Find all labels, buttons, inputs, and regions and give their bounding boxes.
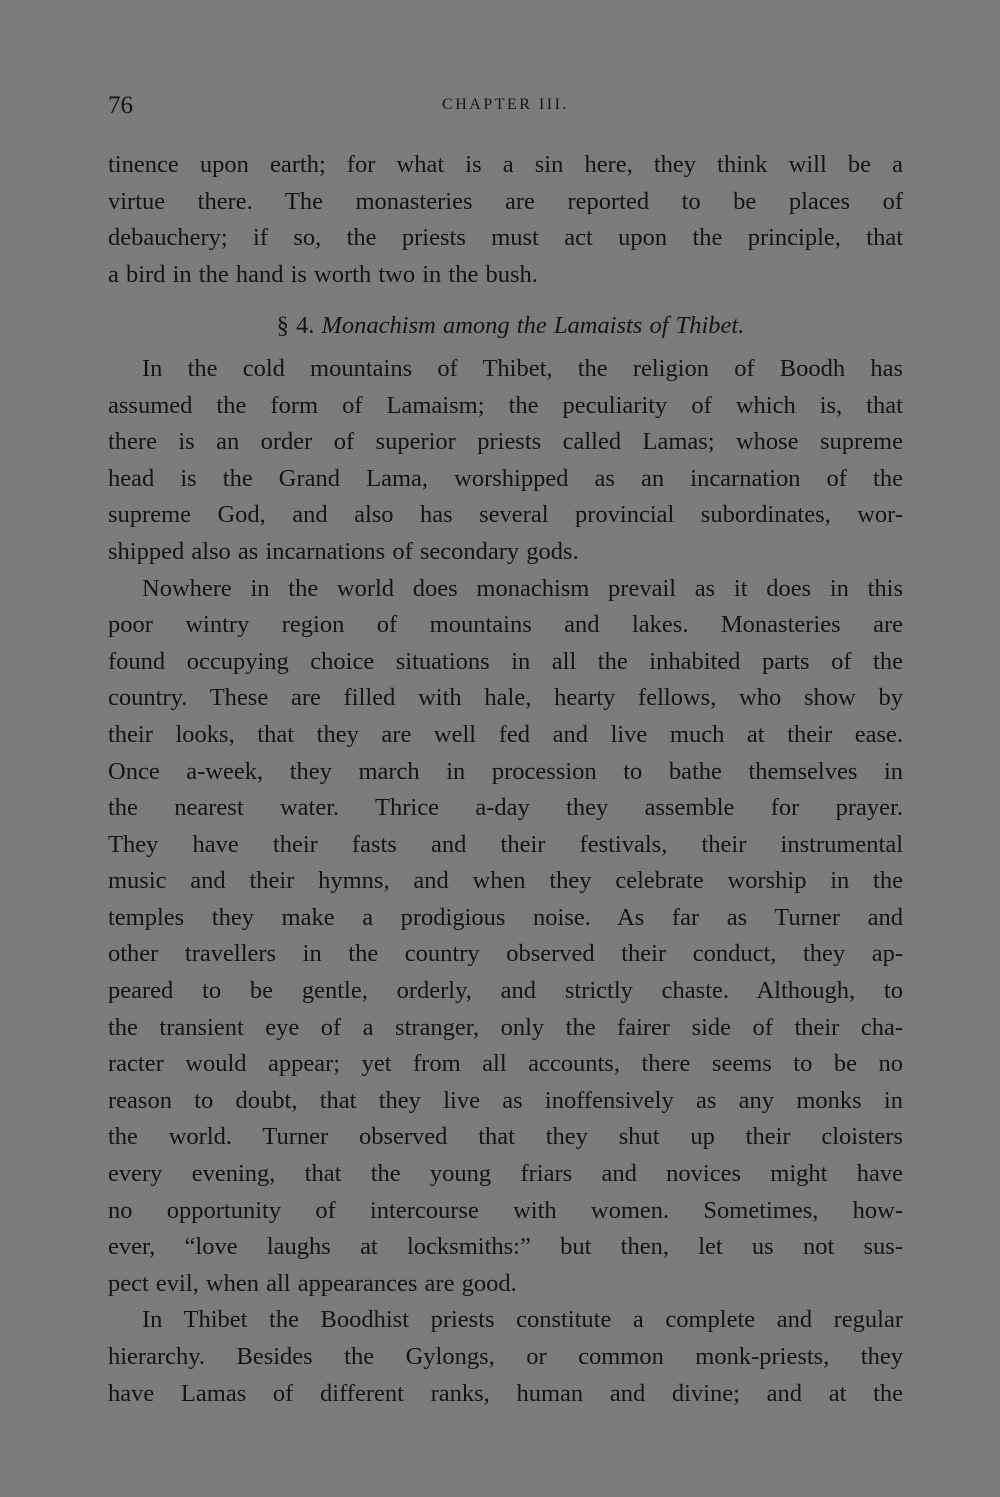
text-line: the nearest water. Thrice a-day they assemble for prayer.: [108, 794, 903, 822]
page-body: [108, 147, 903, 1412]
text-line: every evening, that the young friars and novices might have: [108, 1160, 903, 1188]
text-line: poor wintry region of mountains and lakes. Monasteries are: [108, 611, 903, 639]
section-title: Monachism among the Lamaists of Thibet.: [321, 312, 745, 340]
text-line: head is the Grand Lama, worshipped as an incarnation of the: [108, 464, 903, 492]
page-number: 76: [108, 92, 133, 119]
text-line: there is an order of superior priests called Lamas; whose supreme: [108, 428, 903, 456]
paragraph-lamaism: [108, 351, 903, 571]
text-line: In Thibet the Boodhist priests constitute a complete and regular: [142, 1306, 903, 1334]
running-head: CHAPTER III.: [442, 96, 569, 113]
text-line: reason to doubt, that they live as inoffensively as any monks in: [108, 1086, 903, 1114]
text-line: They have their fasts and their festivals, their instrumental: [108, 830, 903, 858]
text-line: the world. Turner observed that they shut up their cloisters: [108, 1123, 903, 1151]
text-line: country. These are filled with hale, hearty fellows, who show by: [108, 684, 903, 712]
text-line: music and their hymns, and when they celebrate worship in the: [108, 867, 903, 895]
text-line: the transient eye of a stranger, only the fairer side of their cha-: [108, 1013, 903, 1041]
paragraph-continued: [108, 147, 903, 293]
text-line: tinence upon earth; for what is a sin here, they think will be a: [108, 151, 903, 178]
text-line: racter would appear; yet from all accounts, there seems to be no: [108, 1050, 903, 1078]
text-line: found occupying choice situations in all the inhabited parts of the: [108, 647, 903, 675]
text-line: ever, “love laughs at locksmiths:” but then, let us not sus-: [108, 1233, 903, 1261]
text-line: assumed the form of Lamaism; the peculiarity of which is, that: [108, 391, 903, 419]
text-line: peared to be gentle, orderly, and strictly chaste. Although, to: [108, 977, 903, 1005]
text-line: supreme God, and also has several provincial subordinates, wor-: [108, 501, 903, 529]
text-line: virtue there. The monasteries are reported to be places of: [108, 187, 903, 215]
text-line: hierarchy. Besides the Gylongs, or common monk-priests, they: [108, 1343, 903, 1370]
section-number: § 4.: [276, 312, 315, 340]
paragraph-hierarchy: [108, 1302, 903, 1412]
text-line: debauchery; if so, the priests must act upon the principle, that: [108, 224, 903, 252]
text-line: pect evil, when all appearances are good.: [108, 1269, 517, 1297]
text-line: temples they make a prodigious noise. As far as Turner and: [108, 903, 903, 931]
paragraph-monasteries: [108, 571, 903, 1303]
text-line: Once a-week, they march in procession to bathe themselves in: [108, 757, 903, 785]
section-heading: [108, 308, 903, 345]
page-header: [108, 92, 903, 126]
text-line: Nowhere in the world does monachism prevail as it does in this: [142, 574, 903, 602]
text-line: no opportunity of intercourse with women. Sometimes, how-: [108, 1196, 903, 1224]
text-line: In the cold mountains of Thibet, the religion of Boodh has: [142, 354, 903, 382]
text-line: other travellers in the country observed their conduct, they ap-: [108, 940, 903, 968]
text-line: a bird in the hand is worth two in the bush.: [108, 260, 538, 288]
text-line: shipped also as incarnations of secondary gods.: [108, 537, 579, 565]
text-line: their looks, that they are well fed and live much at their ease.: [108, 720, 903, 748]
text-line: have Lamas of different ranks, human and divine; and at the: [108, 1379, 903, 1407]
